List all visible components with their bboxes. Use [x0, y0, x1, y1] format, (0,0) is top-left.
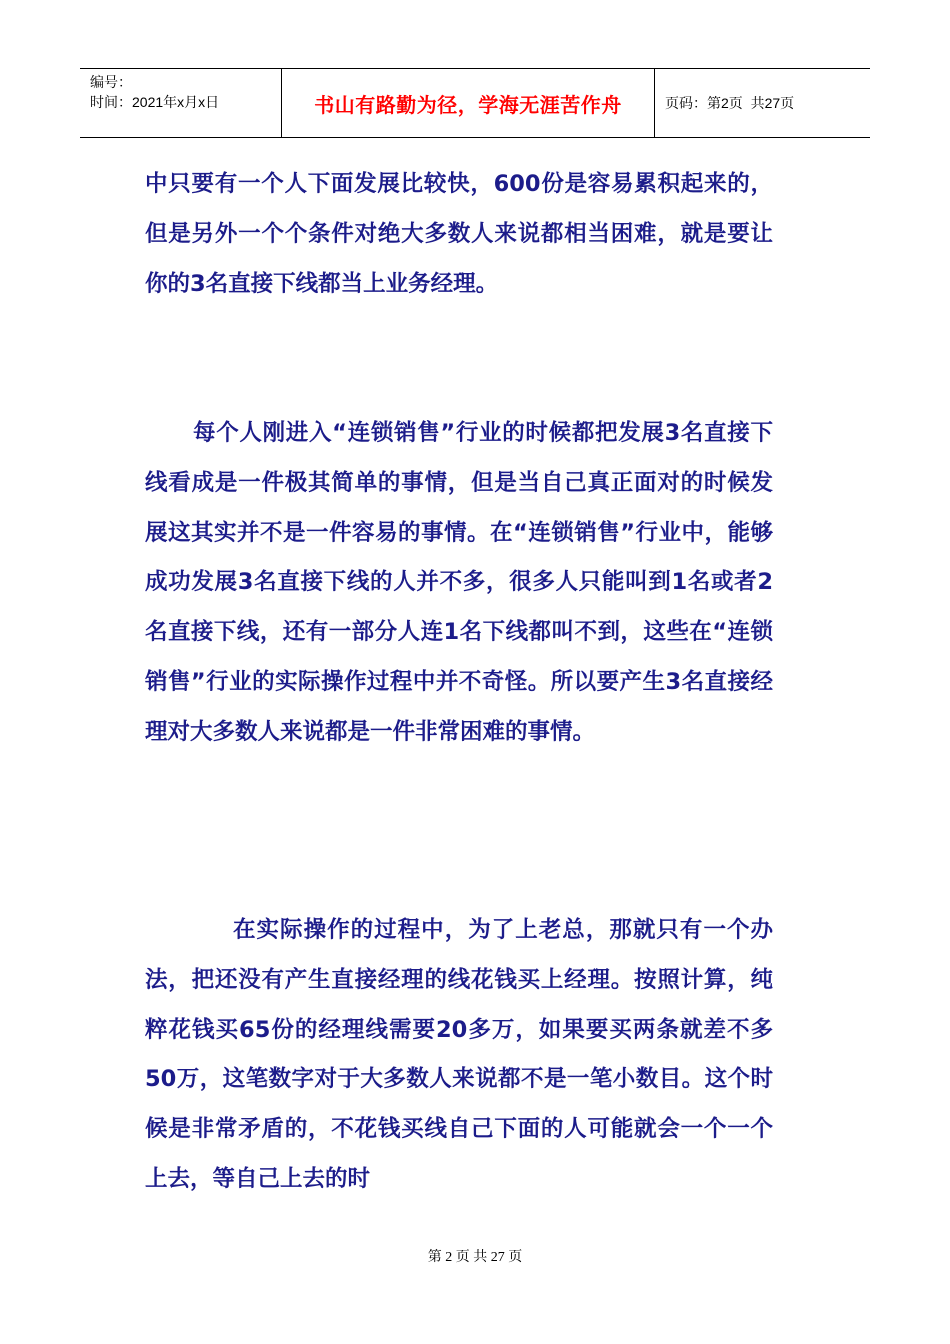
- body-paragraph-2: 每个人刚进入“连锁销售”行业的时候都把发展3名直接下线看成是一件极其简单的事情，但是当自己真正面对的时候发展这其实并不是一件容易的事情。在“连锁销售”行业中，能够成功发展3名直接下线的人并不多，很多人只能叫到1名或者2名直接下线，还有一部分人连1名下线都叫不到，这些在“连锁销售”行业的实际操作过程中并不奇怪。所以要产生3名直接经理对大多数人来说都是一件非常困难的事情。: [145, 420, 773, 745]
- document-number-label: 编号：: [90, 74, 132, 90]
- header-page-info-cell: [655, 69, 870, 137]
- document-header: [80, 68, 870, 138]
- body-paragraph-1: 中只要有一个人下面发展比较快，600份是容易累积起来的，但是另外一个个条件对绝大多数人来说都相当困难，就是要让你的3名直接下线都当上业务经理。: [145, 171, 773, 297]
- header-motto: 书山有路勤为径，学海无涯苦作舟: [282, 69, 655, 137]
- header-meta-cell: [80, 69, 282, 137]
- page-footer: 第 2 页 共 27 页: [427, 1250, 523, 1265]
- document-date-label: 时间：2021年x月x日: [90, 94, 220, 110]
- header-page-info: 页码：第2页 共27页: [665, 95, 795, 111]
- body-paragraph-3: 在实际操作的过程中，为了上老总，那就只有一个办法，把还没有产生直接经理的线花钱买上经理。按照计算，纯粹花钱买65份的经理线需要20多万，如果要买两条就差不多50万，这笔数字对于大多数人来说都不是一笔小数目。这个时候是非常矛盾的，不花钱买线自己下面的人可能就会一个一个上去，等自己上去的时: [145, 917, 773, 1192]
